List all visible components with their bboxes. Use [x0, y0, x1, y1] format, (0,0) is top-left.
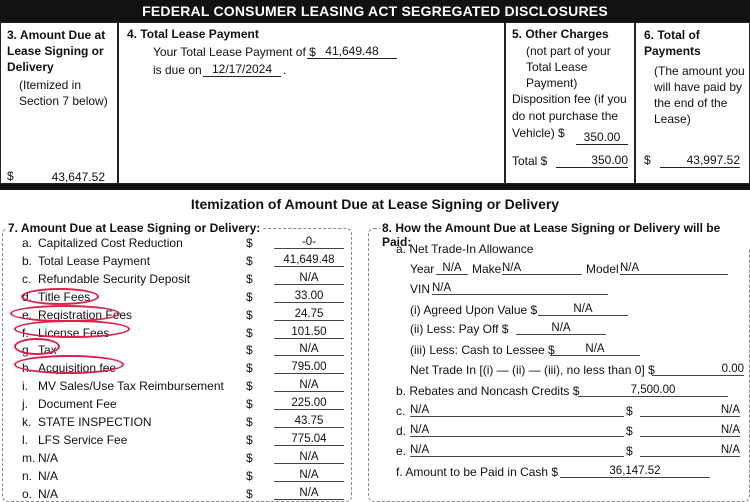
box-total-of-payments: [635, 22, 750, 184]
box6-amount: 43,997.52: [660, 153, 740, 168]
s8-year-label: Year: [410, 262, 435, 276]
box6-note: (The amount you will have paid by the end of the Lease): [654, 64, 745, 126]
s8-vin-value: N/A: [432, 282, 608, 295]
s8-d-currency: $: [626, 424, 633, 438]
item-label: MV Sales/Use Tax Reimbursement: [38, 379, 224, 393]
box5-dispo-label: Disposition fee (if you do not purchase the Vehicle) $: [512, 92, 627, 140]
item-currency: $: [246, 361, 253, 375]
s8-e-label: N/A: [410, 444, 624, 457]
item-currency: $: [246, 272, 253, 286]
item-value: -0-: [274, 236, 344, 249]
s8-a-label: a. Net Trade-In Allowance: [396, 242, 534, 256]
item-label: LFS Service Fee: [38, 433, 128, 447]
s8-d-letter: d.: [396, 424, 407, 438]
box6-title: 6. Total of Payments: [644, 28, 701, 58]
item-letter: j.: [22, 397, 28, 411]
item-letter: d.: [22, 290, 33, 304]
s8-agreed-label: (i) Agreed Upon Value $: [410, 303, 538, 317]
s8-d-value: N/A: [640, 424, 740, 437]
item-currency: $: [246, 254, 253, 268]
item-label: Document Fee: [38, 397, 117, 411]
item-label: Tax: [38, 343, 57, 357]
item-letter: a.: [22, 236, 33, 250]
item-letter: n.: [22, 469, 33, 483]
box4-period: .: [283, 63, 287, 77]
item-value: 43.75: [274, 415, 344, 428]
s8-make-label: Make: [472, 262, 502, 276]
s8-year-value: N/A: [436, 262, 468, 275]
item-value: 24.75: [274, 308, 344, 321]
box3-title: 3. Amount Due at Lease Signing or Delivery: [7, 28, 106, 74]
item-label: N/A: [38, 487, 59, 501]
item-currency: $: [246, 487, 253, 501]
box4-line2: is due on: [153, 63, 202, 77]
item-currency: $: [246, 326, 253, 340]
box-other-charges: [505, 22, 635, 184]
s8-make-value: N/A: [502, 262, 582, 275]
s8-agreed-value: N/A: [538, 303, 628, 316]
box-amount-due: [0, 22, 118, 184]
item-value: N/A: [274, 343, 344, 356]
item-currency: $: [246, 397, 253, 411]
item-value: 225.00: [274, 397, 344, 410]
item-currency: $: [246, 469, 253, 483]
s8-nettrade-label: Net Trade In [(i) — (ii) — (iii), no less than 0] $: [410, 363, 655, 377]
section-divider: [0, 184, 750, 190]
s8-f-label: f. Amount to be Paid in Cash $: [396, 465, 559, 479]
item-letter: g.: [22, 343, 33, 357]
s8-e-value: N/A: [640, 444, 740, 457]
annotation-circle-title-fees: [21, 288, 99, 305]
item-letter: o.: [22, 487, 33, 501]
s8-cash-value: N/A: [550, 343, 640, 356]
s8-b-value: 7,500.00: [578, 384, 728, 397]
box4-title: 4. Total Lease Payment: [127, 27, 259, 41]
item-currency: $: [246, 415, 253, 429]
form-header-title: FEDERAL CONSUMER LEASING ACT SEGREGATED DISCLOSURES: [0, 0, 750, 22]
item-letter: f.: [22, 326, 29, 340]
s8-b-label: b. Rebates and Noncash Credits $: [396, 384, 580, 398]
item-currency: $: [246, 433, 253, 447]
item-label: Acquisition fee: [38, 361, 117, 375]
item-letter: e.: [22, 308, 33, 322]
s8-d-label: N/A: [410, 424, 624, 437]
item-label: Capitalized Cost Reduction: [38, 236, 183, 250]
s8-payoff-value: N/A: [516, 322, 606, 335]
item-value: N/A: [274, 451, 344, 464]
item-letter: c.: [22, 272, 32, 286]
item-value: 41,649.48: [274, 254, 344, 267]
item-letter: h.: [22, 361, 33, 375]
item-label: STATE INSPECTION: [38, 415, 152, 429]
s8-e-currency: $: [626, 444, 633, 458]
item-label: Registration Fees: [38, 308, 133, 322]
annotation-circle-acquisition-fee: [14, 355, 124, 374]
box4-line1: Your Total Lease Payment of $: [153, 45, 316, 59]
section7-title: 7. Amount Due at Lease Signing or Delivery:: [8, 221, 261, 235]
item-label: Title Fees: [38, 290, 91, 304]
annotation-circle-tax: [14, 338, 60, 355]
s8-e-letter: e.: [396, 444, 407, 458]
item-value: N/A: [274, 487, 344, 500]
s8-model-label: Model: [586, 262, 619, 276]
item-currency: $: [246, 290, 253, 304]
box4-date: 12/17/2024: [203, 62, 281, 77]
annotation-circle-license-fees: [14, 320, 130, 338]
item-currency: $: [246, 236, 253, 250]
item-label: Refundable Security Deposit: [38, 272, 191, 286]
item-label: N/A: [38, 451, 59, 465]
item-letter: m.: [22, 451, 36, 465]
box3-amount: 43,647.52: [23, 170, 105, 185]
item-value: 795.00: [274, 361, 344, 374]
box5-dispo-amount: 350.00: [576, 130, 628, 145]
box5-note: (not part of your Total Lease Payment): [526, 44, 611, 90]
box3-currency: $: [7, 169, 14, 183]
s8-nettrade-value: 0.00: [652, 363, 744, 376]
item-value: 101.50: [274, 326, 344, 339]
box5-total-label: Total $: [512, 154, 548, 168]
item-value: 33.00: [274, 290, 344, 303]
s8-model-value: N/A: [620, 262, 728, 275]
box5-title: 5. Other Charges: [512, 27, 609, 41]
item-letter: b.: [22, 254, 33, 268]
box6-currency: $: [644, 153, 651, 167]
item-value: N/A: [274, 379, 344, 392]
s8-f-value: 36,147.52: [560, 465, 710, 478]
item-label: N/A: [38, 469, 59, 483]
item-currency: $: [246, 343, 253, 357]
item-letter: k.: [22, 415, 32, 429]
s8-c-currency: $: [626, 404, 633, 418]
item-currency: $: [246, 451, 253, 465]
item-currency: $: [246, 379, 253, 393]
box3-note: (Itemized in Section 7 below): [19, 78, 108, 108]
item-value: N/A: [274, 272, 344, 285]
s8-cash-label: (iii) Less: Cash to Lessee $: [410, 343, 555, 357]
item-letter: i.: [22, 379, 28, 393]
box5-total-amount: 350.00: [556, 153, 628, 168]
box-total-lease-payment: [118, 22, 505, 184]
box4-amount: 41,649.48: [307, 44, 397, 59]
item-label: Total Lease Payment: [38, 254, 151, 268]
item-value: N/A: [274, 469, 344, 482]
item-label: License Fees: [38, 326, 110, 340]
s8-payoff-label: (ii) Less: Pay Off $: [410, 322, 509, 336]
itemization-title: Itemization of Amount Due at Lease Signing or Delivery: [190, 196, 560, 212]
s8-vin-label: VIN: [410, 282, 431, 296]
s8-c-value: N/A: [640, 404, 740, 417]
s8-c-label: N/A: [410, 404, 624, 417]
s8-c-letter: c.: [396, 404, 406, 418]
item-letter: l.: [22, 433, 28, 447]
item-value: 775.04: [274, 433, 344, 446]
item-currency: $: [246, 308, 253, 322]
section8-title: 8. How the Amount Due at Lease Signing or Delivery will be Paid:: [380, 221, 750, 249]
